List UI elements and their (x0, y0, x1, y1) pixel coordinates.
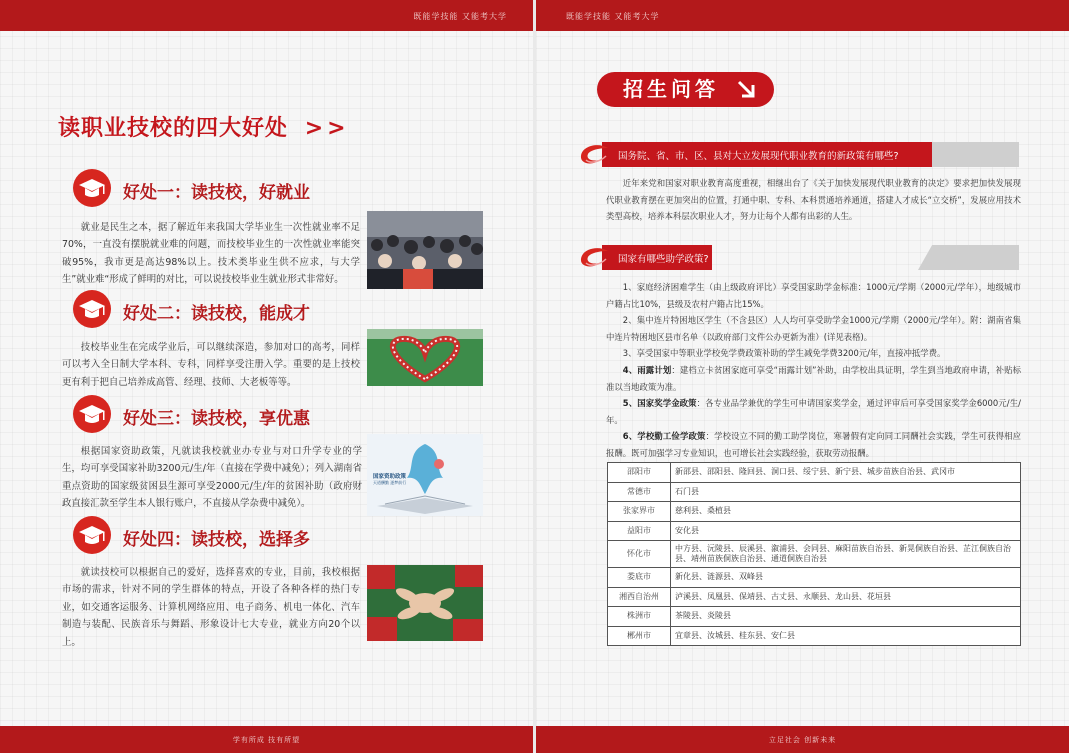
table-row (608, 541, 1021, 568)
county-cell: 泸溪县、凤凰县、保靖县、古丈县、永顺县、龙山县、花垣县 (671, 587, 1021, 607)
policy-6 (606, 428, 1021, 461)
table-row (608, 521, 1021, 541)
red-swirl-icon (578, 142, 612, 167)
arrow-down-right-icon (736, 79, 756, 99)
county-cell: 安化县 (671, 521, 1021, 541)
county-cell: 慈利县、桑植县 (671, 502, 1021, 522)
question-1-text: 国务院、省、市、区、县对大立发展现代职业教育的新政策有哪些? (618, 151, 899, 162)
graduation-cap-icon (73, 395, 111, 433)
book-cover-subtitle: 天道酬勤 逐梦前行 (373, 480, 407, 485)
question-2-bar (578, 245, 1019, 270)
page-title-text: 读职业技校的四大好处 (58, 116, 289, 141)
header-bar (0, 0, 533, 31)
footer-slogan: 立足社会 创新未来 (768, 736, 837, 744)
graduation-cap-icon (73, 516, 111, 554)
county-cell: 中方县、沅陵县、辰溪县、溆浦县、会同县、麻阳苗族自治县、新晃侗族自治县、芷江侗族自治县、靖州苗族侗族自治县、通道侗族自治县 (671, 541, 1021, 568)
benefit-2-title: 好处二：读技校，能成才 (123, 304, 310, 324)
policy-3-text: 3、享受国家中等职业学校免学费政策补助的学生减免学费3200元/年，直接冲抵学费。 (622, 348, 946, 358)
policy-4 (606, 362, 1021, 395)
city-cell: 邵阳市 (608, 463, 671, 483)
policy-2-text: 2、集中连片特困地区学生（不含县区）人人均可享受助学金1000元/学期（2000元/学年）。附：湖南省集中连片特困地区县市名单（以政府部门文件公办更新为准）(详见表格)。 (606, 315, 1021, 342)
footer-bar (0, 726, 533, 753)
policy-6-label: 6、学校勤工俭学政策 (622, 431, 706, 441)
benefit-2-text: 技校毕业生在完成学业后，可以继续深造，参加对口的高考，同样可以考入全日制大学本科、专科，同样享受注册入学。重要的是上技校更有利于把自己培养成高管、经理、技师、大老板等等。 (62, 342, 360, 388)
graduates-crowd-photo (367, 211, 483, 289)
policy-5-text: ：各专业品学兼优的学生可申请国家奖学金，通过评审后可享受国家奖学金6000元/生/年。 (606, 398, 1021, 425)
benefit-4-text: 就读技校可以根据自己的爱好，选择喜欢的专业，目前，我校根据市场的需求，针对不同的学生群体的特点，开设了各种各样的热门专业，如交通客运服务、计算机网络应用、电子商务、机电一体化、汽车制造与装配、民族音乐与舞蹈、形象设计七大专业，就业方向20个以上。 (62, 567, 360, 648)
city-cell: 怀化市 (608, 541, 671, 568)
qa-section-title (597, 72, 774, 107)
policy-4-text: ：建档立卡贫困家庭可享受“雨露计划”补助，由学校出具证明，学生到当地政府申请，补贴标准以当地政策为准。 (606, 365, 1021, 392)
table-row (608, 587, 1021, 607)
benefit-4-title: 好处四：读技校，选择多 (123, 530, 310, 550)
book-cover-title: 国家资助政策 (373, 474, 407, 480)
county-cell: 茶陵县、炎陵县 (671, 607, 1021, 627)
question-1-bar (578, 142, 1019, 167)
header-slogan: 既能学技能 又能考大学 (566, 12, 660, 21)
table-row (608, 502, 1021, 522)
city-cell: 郴州市 (608, 626, 671, 646)
policy-5 (606, 395, 1021, 428)
red-swirl-icon (578, 245, 612, 270)
footer-slogan: 学有所成 技有所望 (232, 736, 301, 744)
city-cell: 益阳市 (608, 521, 671, 541)
right-page (536, 0, 1069, 753)
city-cell: 娄底市 (608, 568, 671, 588)
question-2-text: 国家有哪些助学政策? (618, 254, 709, 265)
benefit-3-text: 根据国家资助政策，凡就读我校就业办专业与对口升学专业的学生，均可享受国家补助3200元/生/年（直接在学费中减免）；列入湖南省重点资助的国家级贫困县生源可享受2000元/生/年的贫困补助（政府财政直接汇款至学生本人银行账户，不直接从学杂费中减免）。 (62, 446, 362, 510)
county-cell: 宜章县、汝城县、桂东县、安仁县 (671, 626, 1021, 646)
title-arrows: >> (304, 116, 350, 141)
policy-6-text: ：学校设立不同的勤工助学岗位，寒暑假有定向同工同酬社会实践，学生可获得相应报酬。既可加强学习专业知识，也可增长社会实践经验，获取劳动报酬。 (606, 431, 1022, 458)
benefit-1-text: 就业是民生之本，据了解近年来我国大学毕业生一次性就业率不足70%，一直没有摆脱就业难的问题，而技校毕业生的一次性就业率能突破95%，我市更是高达98%以上。技术类毕业生供不应求，与大学生”就业难“形成了鲜明的对比，可以说技校毕业生就业形式非常好。 (62, 222, 360, 286)
hands-together-photo (367, 565, 483, 641)
students-heart-formation-photo (367, 329, 483, 386)
policy-4-label: 4、雨露计划 (622, 365, 672, 375)
policy-5-label: 5、国家奖学金政策 (622, 398, 697, 408)
graduation-cap-icon (73, 169, 111, 207)
page-title (58, 111, 350, 142)
policy-1-text: 1、家庭经济困难学生（由上级政府评比）享受国家助学金标准：1000元/学期（2000元/学年），地级城市户籍占比10%，县级及农村户籍占比15%。 (606, 282, 1021, 309)
city-cell: 湘西自治州 (608, 587, 671, 607)
table-row (608, 607, 1021, 627)
county-cell: 新邵县、邵阳县、隆回县、洞口县、绥宁县、新宁县、城步苗族自治县、武冈市 (671, 463, 1021, 483)
header-slogan: 既能学技能 又能考大学 (413, 12, 507, 21)
graduation-cap-icon (73, 290, 111, 328)
table-row (608, 482, 1021, 502)
city-cell: 张家界市 (608, 502, 671, 522)
city-cell: 株洲市 (608, 607, 671, 627)
footer-bar (536, 726, 1069, 753)
qa-title-text: 招生问答 (623, 77, 719, 101)
benefit-1-title: 好处一：读技校，好就业 (123, 183, 310, 203)
table-row (608, 463, 1021, 483)
county-cell: 石门县 (671, 482, 1021, 502)
funding-policy-book-image (367, 434, 483, 516)
left-page (0, 0, 533, 753)
county-cell: 新化县、涟源县、双峰县 (671, 568, 1021, 588)
table-row (608, 626, 1021, 646)
poverty-county-table (607, 462, 1021, 646)
city-cell: 常德市 (608, 482, 671, 502)
answer-1-text: 近年来党和国家对职业教育高度重视，相继出台了《关于加快发展现代职业教育的决定》要求把加快发展现代职业教育摆在更加突出的位置，打通中职、专科、本科贯通培养通道，搭建人才成长“立交桥”，发展应用技术类型高校，培养本科层次职业人才，努力让每个人都有出彩的人生。 (606, 178, 1021, 221)
header-bar (536, 0, 1069, 31)
benefit-3-title: 好处三：读技校，享优惠 (123, 409, 310, 429)
table-row (608, 568, 1021, 588)
